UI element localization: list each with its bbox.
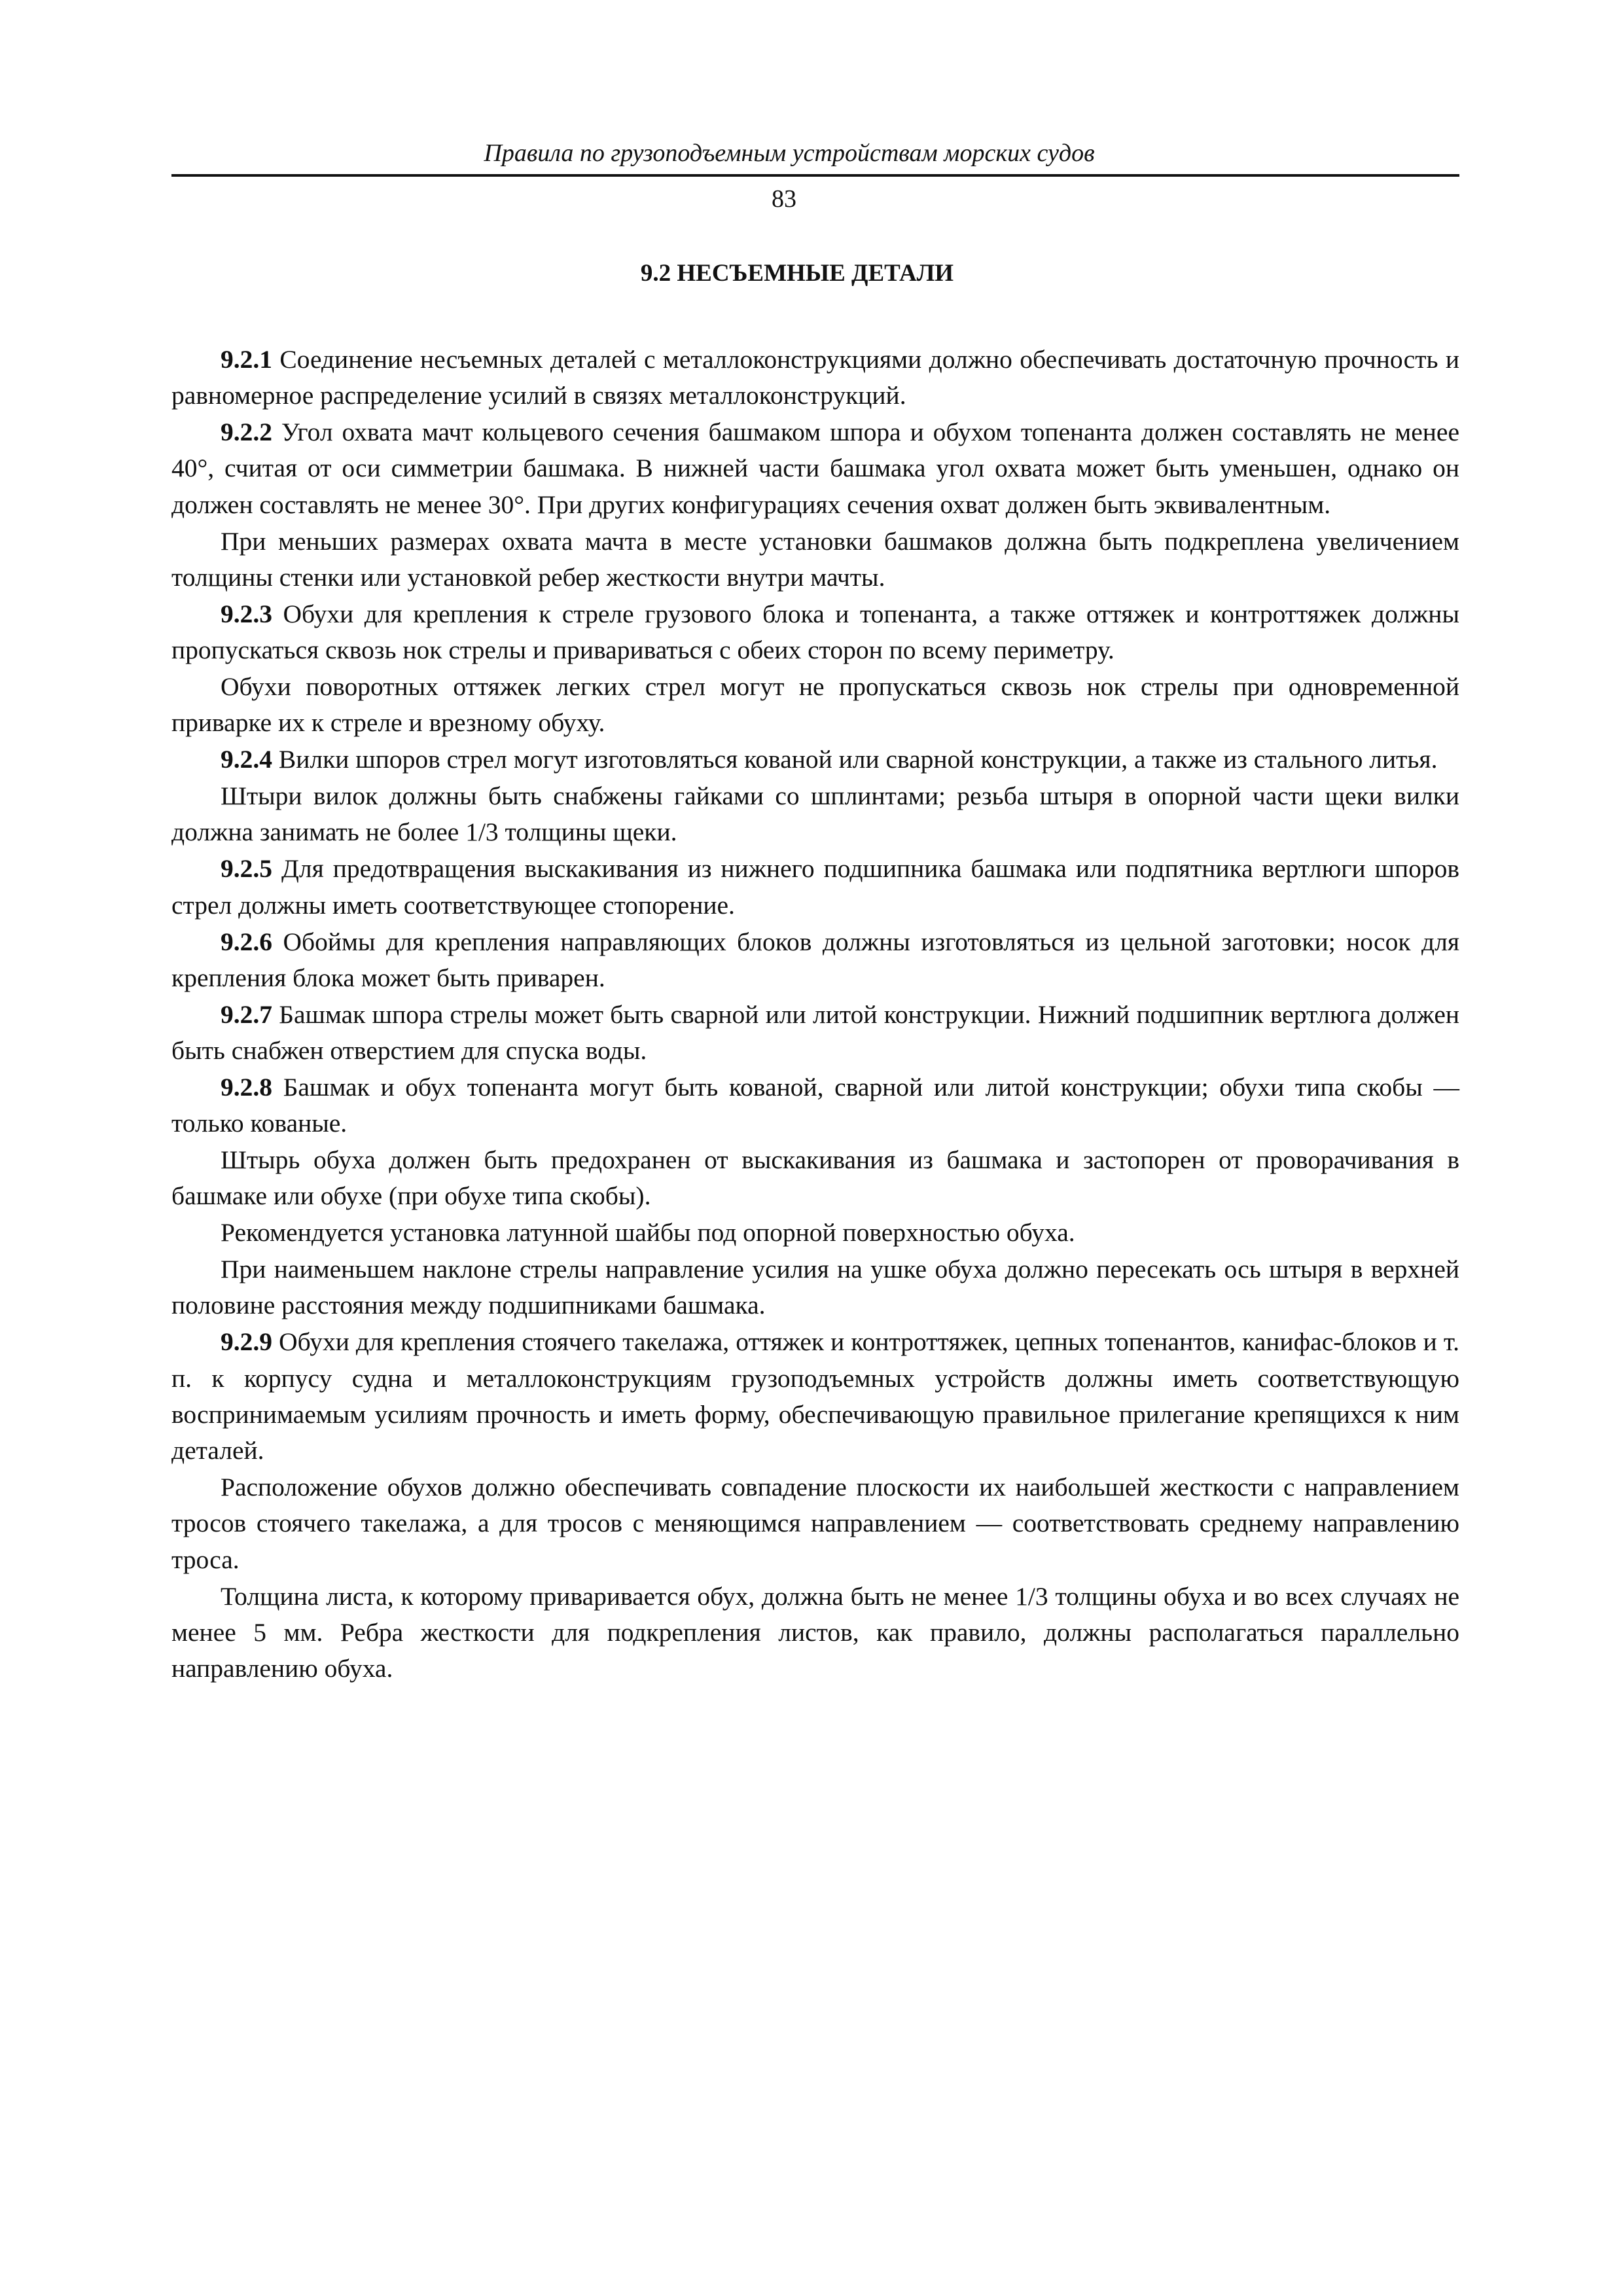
- paragraph: [171, 669, 1459, 742]
- paragraph-text: Обухи поворотных оттяжек легких стрел могут не пропускаться сквозь нок стрелы при одновременной приварке их к стреле и врезному обуху.: [171, 672, 1459, 738]
- paragraph: [171, 1142, 1459, 1215]
- clause-number: 9.2.9: [221, 1327, 272, 1357]
- paragraph-text: Штырь обуха должен быть предохранен от выскакивания из башмака и застопорен от проворачивания в башмаке или обухе (при обухе типа скобы).: [171, 1145, 1459, 1211]
- clause-number: 9.2.8: [221, 1072, 272, 1102]
- clause-number: 9.2.6: [221, 927, 272, 956]
- paragraph-text: Обухи для крепления к стреле грузового блока и топенанта, а также оттяжек и контроттяжек должны пропускаться сквозь нок стрелы и привариваться с обеих сторон по всему периметру.: [171, 599, 1459, 665]
- paragraph: [171, 1469, 1459, 1578]
- paragraph: [171, 524, 1459, 596]
- paragraph-text: Расположение обухов должно обеспечивать совпадение плоскости их наибольшей жесткости с направлением тросов стоячего такелажа, а для тросов с меняющимся направлением — соответствовать среднему направлению троса.: [171, 1473, 1459, 1574]
- paragraph-9-2-3: [171, 596, 1459, 669]
- document-page: [171, 137, 1459, 1687]
- clause-number: 9.2.7: [221, 999, 272, 1029]
- clause-number: 9.2.4: [221, 745, 272, 774]
- document-body: [171, 342, 1459, 1687]
- paragraph-text: Соединение несъемных деталей с металлоконструкциями должно обеспечивать достаточную прочность и равномерное распределение усилий в связях металлоконструкций.: [171, 345, 1459, 410]
- header-rule: [171, 174, 1459, 177]
- paragraph-9-2-9: [171, 1324, 1459, 1469]
- paragraph: [171, 1579, 1459, 1687]
- paragraph-text: Башмак шпора стрелы может быть сварной или литой конструкции. Нижний подшипник вертлюга должен быть снабжен отверстием для спуска воды.: [171, 999, 1459, 1065]
- paragraph: [171, 1215, 1459, 1251]
- paragraph-9-2-2: [171, 414, 1459, 523]
- paragraph-text: Обоймы для крепления направляющих блоков должны изготовляться из цельной заготовки; носок для крепления блока может быть приварен.: [171, 927, 1459, 992]
- paragraph-text: Для предотвращения выскакивания из нижнего подшипника башмака или подпятника вертлюги шпоров стрел должны иметь соответствующее стопорение.: [171, 854, 1459, 920]
- clause-number: 9.2.2: [221, 418, 272, 447]
- paragraph-text: Вилки шпоров стрел могут изготовляться кованой или сварной конструкции, а также из стального литья.: [272, 745, 1438, 774]
- paragraph-9-2-8: [171, 1069, 1459, 1142]
- paragraph-9-2-4: [171, 742, 1459, 778]
- paragraph-text: При наименьшем наклоне стрелы направление усилия на ушке обуха должно пересекать ось штыря в верхней половине расстояния между подшипниками башмака.: [171, 1255, 1459, 1320]
- clause-number: 9.2.3: [221, 599, 272, 628]
- paragraph-text: Башмак и обух топенанта могут быть кованой, сварной или литой конструкции; обухи типа скобы — только кованые.: [171, 1072, 1459, 1138]
- paragraph-text: Рекомендуется установка латунной шайбы под опорной поверхностью обуха.: [221, 1218, 1075, 1247]
- paragraph: [171, 1251, 1459, 1324]
- clause-number: 9.2.5: [221, 854, 272, 884]
- paragraph-text: Толщина листа, к которому приваривается обух, должна быть не менее 1/3 толщины обуха и во всех случаях не менее 5 мм. Ребра жесткости для подкрепления листов, как правило, должны располагаться параллельно направлению обуха.: [171, 1581, 1459, 1683]
- section-title: 9.2 НЕСЪЕМНЫЕ ДЕТАЛИ: [640, 260, 954, 287]
- paragraph-9-2-7: [171, 997, 1459, 1069]
- paragraph-text: Угол охвата мачт кольцевого сечения башмаком шпора и обухом топенанта должен составлять не менее 40°, считая от оси симметрии башмака. В нижней части башмака угол охвата может быть уменьшен, однако он должен составлять не менее 30°. При других конфигурациях сечения охват должен быть эквивалентным.: [171, 418, 1459, 519]
- paragraph-text: При меньших размерах охвата мачта в месте установки башмаков должна быть подкреплена увеличением толщины стенки или установкой ребер жесткости внутри мачты.: [171, 526, 1459, 592]
- page-number: 83: [772, 185, 796, 213]
- paragraph-9-2-1: [171, 342, 1459, 414]
- paragraph: [171, 778, 1459, 851]
- paragraph-text: Штыри вилок должны быть снабжены гайками со шплинтами; резьба штыря в опорной части щеки вилки должна занимать не более 1/3 толщины щеки.: [171, 781, 1459, 847]
- clause-number: 9.2.1: [221, 345, 272, 374]
- paragraph-9-2-5: [171, 851, 1459, 924]
- running-header: Правила по грузоподъемным устройствам морских судов: [484, 139, 1095, 167]
- paragraph-9-2-6: [171, 924, 1459, 997]
- paragraph-text: Обухи для крепления стоячего такелажа, оттяжек и контроттяжек, цепных топенантов, канифас-блоков и т. п. к корпусу судна и металлоконструкциям грузоподъемных устройств должны иметь соответствующую воспринимаемым усилиям прочность и иметь форму, обеспечивающую правильное прилегание крепящихся к ним деталей.: [171, 1327, 1459, 1465]
